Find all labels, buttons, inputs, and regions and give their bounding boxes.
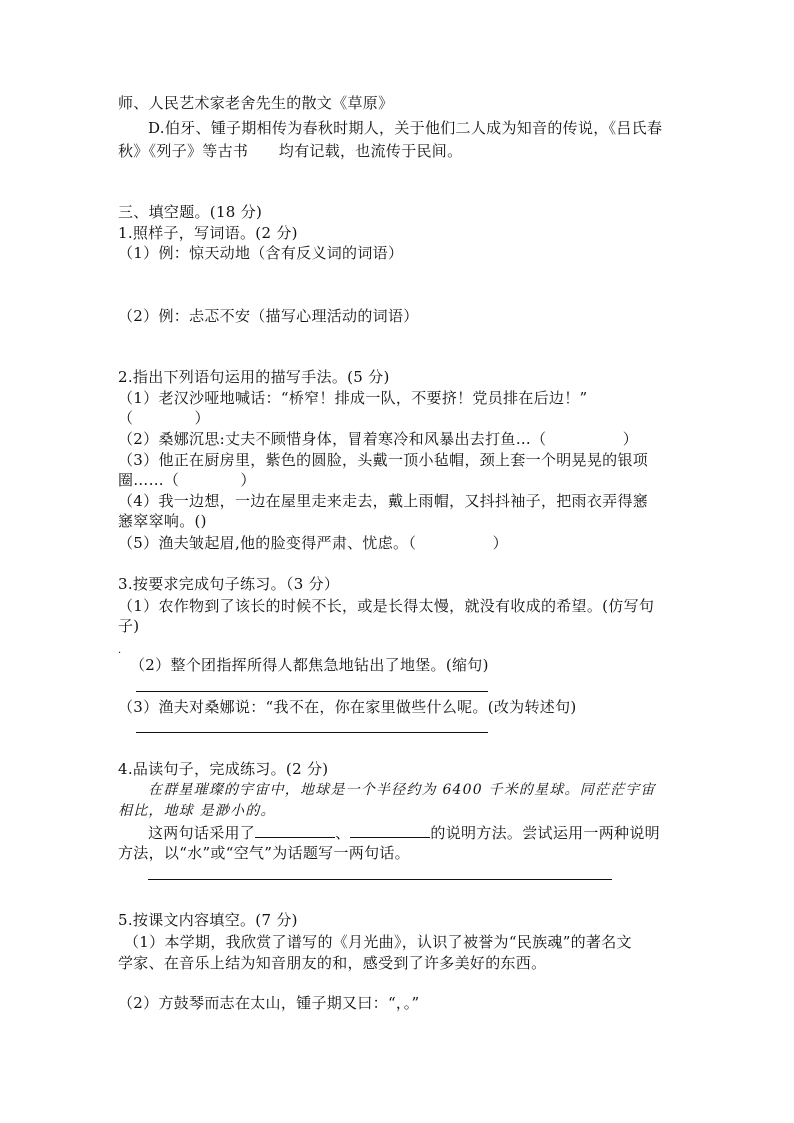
question-heading: 4.品读句子，完成练习。(2 分) xyxy=(118,760,329,778)
question-heading: 2.指出下列语句运用的描写手法。(5 分) xyxy=(118,368,390,386)
fill-blank xyxy=(255,822,335,838)
question-item: （5）渔夫皱起眉,他的脸变得严肃、忧虑。（ ） xyxy=(118,534,508,552)
question-item: （2）例：忐忑不安（描写心理活动的词语） xyxy=(118,307,419,325)
answer-blank: （ ） xyxy=(118,409,210,427)
question-item: （1）例：惊天动地（含有反义词的词语） xyxy=(118,244,404,262)
question-item: （3）渔夫对桑娜说：“我不在，你在家里做些什么呢。(改为转述句) xyxy=(118,698,577,716)
prompt-text: 的说明方法。尝试运用一两种说明 xyxy=(430,824,660,842)
text-line: 秋》《列子》等古书 均有记载，也流传于民间。 xyxy=(118,142,463,160)
question-item: 学家、在音乐上结为知音朋友的和，感受到了许多美好的东西。 xyxy=(118,954,547,972)
question-item: （2）桑娜沉思:丈夫不顾惜身体，冒着寒冷和风暴出去打鱼…（ ） xyxy=(118,430,639,448)
text-line: 师、人民艺术家老舍先生的散文《草原》 xyxy=(118,94,394,112)
question-item xyxy=(148,822,660,843)
fill-blank xyxy=(350,822,430,838)
question-item: 子) xyxy=(118,617,140,635)
answer-line xyxy=(136,732,488,733)
question-item: （3）他正在厨房里，紫色的圆脸，头戴一顶小毡帽，颈上套一个明晃晃的银项 xyxy=(118,451,649,469)
question-item: （2）整个团指挥所得人都焦急地钻出了地堡。(缩句) xyxy=(130,656,489,674)
question-item: （4）我一边想，一边在屋里走来走去，戴上雨帽，又抖抖袖子，把雨衣弄得窸 xyxy=(118,492,649,510)
quoted-sentence: 在群星璀璨的宇宙中，地球是一个半径约为 6400 千米的星球。同茫茫宇宙 xyxy=(148,782,656,798)
question-item: （1）农作物到了该长的时候不长，或是长得太慢，就没有收成的希望。(仿写句 xyxy=(118,597,655,615)
question-item: （1）本学期，我欣赏了谱写的《月光曲》，认识了被誉为“民族魂”的著名文 xyxy=(124,933,632,951)
question-item: （2）方鼓琴而志在太山，锺子期又曰：“，。” xyxy=(118,994,420,1012)
stray-dot: · xyxy=(118,648,122,659)
section-heading: 三、填空题。(18 分) xyxy=(118,203,263,221)
question-item: （1）老汉沙哑地喊话：“桥窄！排成一队，不要挤！党员排在后边！” xyxy=(118,389,588,407)
question-item: 圈……（ ） xyxy=(118,471,256,489)
question-item: 窸窣窣响。() xyxy=(118,512,207,530)
prompt-text: 、 xyxy=(335,824,351,842)
quoted-sentence: 相比，地球 是渺小的。 xyxy=(118,803,276,819)
answer-line xyxy=(136,691,488,692)
question-heading: 3.按要求完成句子练习。（3 分） xyxy=(118,575,340,593)
question-heading: 1.照样子，写词语。(2 分) xyxy=(118,224,298,242)
question-heading: 5.按课文内容填空。(7 分) xyxy=(118,911,298,929)
text-line: D.伯牙、锺子期相传为春秋时期人，关于他们二人成为知音的传说，《吕氏春 xyxy=(148,119,663,137)
question-item: 方法，以“水”或“空气”为话题写一两句话。 xyxy=(118,844,410,862)
prompt-text: 这两句话采用了 xyxy=(148,824,256,842)
answer-line xyxy=(148,879,612,880)
